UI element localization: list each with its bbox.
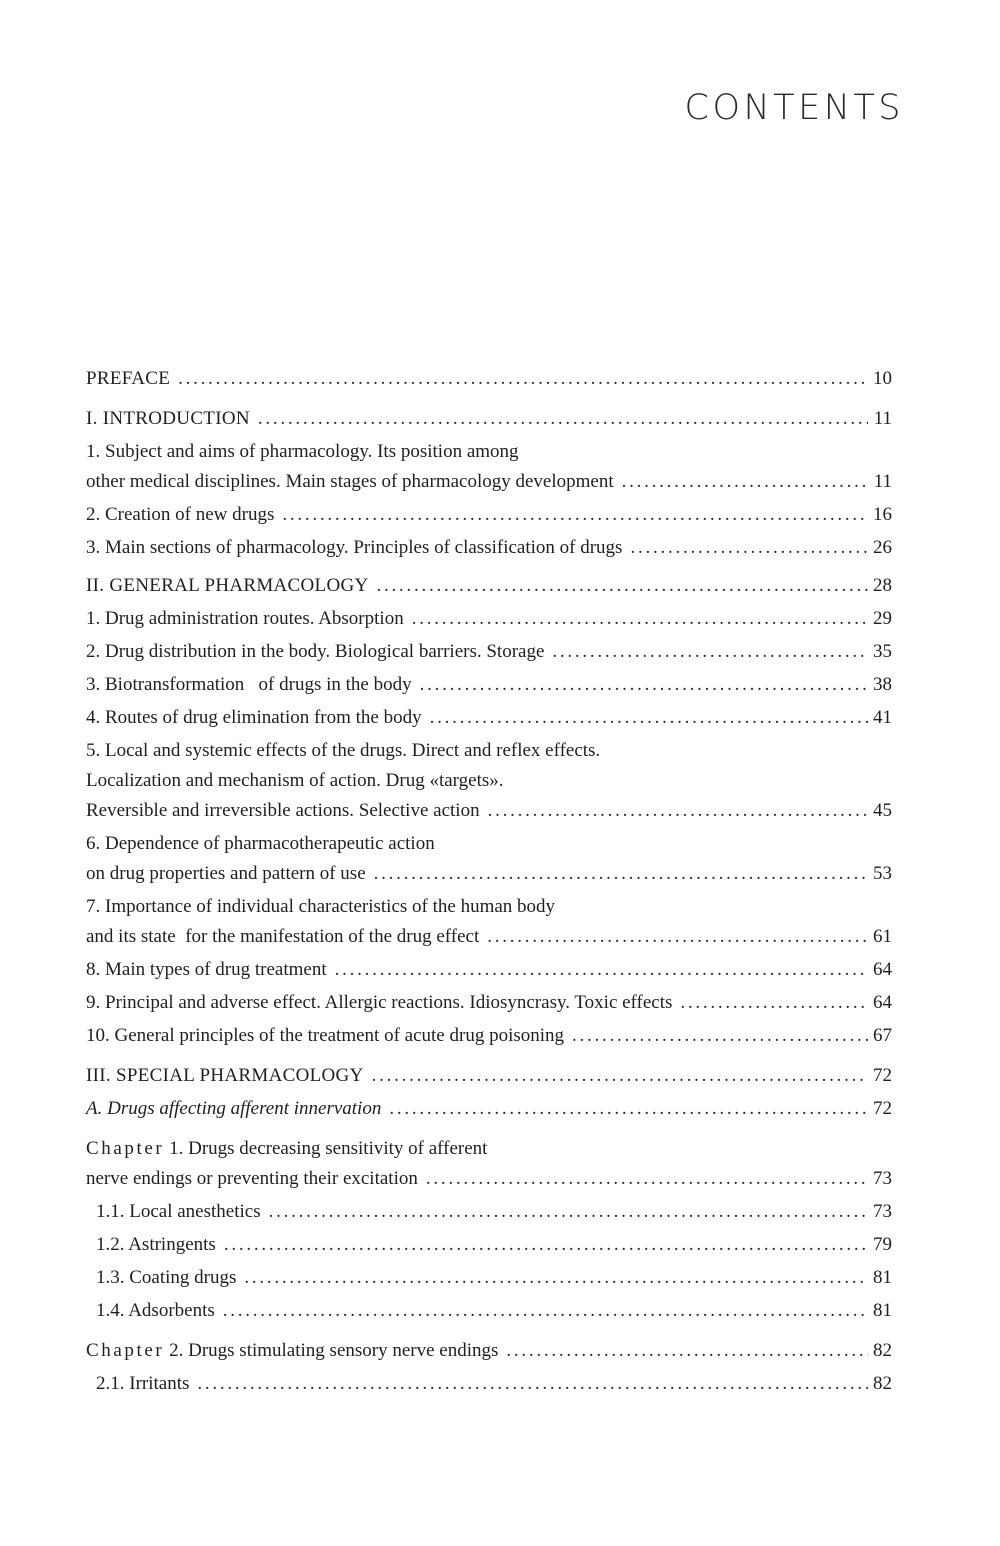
toc-title: PREFACE: [86, 368, 171, 389]
toc-title: II. GENERAL PHARMACOLOGY: [86, 575, 369, 596]
toc-entry-special-pharmacology[interactable]: [86, 1061, 892, 1091]
dot-leader: [487, 922, 868, 952]
toc-page-number: 26: [873, 537, 892, 558]
toc-page-number: 28: [873, 575, 892, 596]
dot-leader: [552, 637, 868, 667]
dot-leader: [412, 604, 868, 634]
toc-title: 4. Routes of drug elimination from the body: [86, 707, 422, 728]
toc-title: 2. Creation of new drugs: [86, 504, 275, 525]
toc-entry-gen-3[interactable]: [86, 670, 892, 700]
toc-title: I. INTRODUCTION: [86, 408, 250, 429]
toc-title: 3. Main sections of pharmacology. Principles of classification of drugs: [86, 537, 623, 558]
dot-leader: [572, 1021, 868, 1051]
dot-leader: [488, 796, 868, 826]
toc-page-number: 16: [873, 504, 892, 525]
toc-title: III. SPECIAL PHARMACOLOGY: [86, 1065, 364, 1086]
toc-page-number: 79: [873, 1234, 892, 1255]
dot-leader: [178, 364, 868, 394]
toc-title: 1.2. Astringents: [96, 1234, 216, 1255]
toc-entry-gen-7[interactable]: [86, 892, 892, 952]
toc-entry-gen-10[interactable]: [86, 1021, 892, 1051]
toc-title-line: 5. Local and systemic effects of the drugs. Direct and reflex effects.: [86, 740, 601, 761]
dot-leader: [630, 533, 868, 563]
page-title: CONTENTS: [684, 88, 904, 128]
toc-page-number: 72: [873, 1098, 892, 1119]
toc-title-line: and its state for the manifestation of the drug effect: [86, 926, 480, 947]
toc-page-number: 38: [873, 674, 892, 695]
toc-title: 1.4. Adsorbents: [96, 1300, 215, 1321]
dot-leader: [680, 988, 868, 1018]
toc-title: 10. General principles of the treatment of acute drug poisoning: [86, 1025, 565, 1046]
toc-entry-gen-2[interactable]: [86, 637, 892, 667]
toc-entry-ch1-4[interactable]: [86, 1296, 892, 1326]
toc-page-number: 45: [873, 800, 892, 821]
toc-title-line: nerve endings or preventing their excitation: [86, 1168, 418, 1189]
dot-leader: [282, 500, 868, 530]
dot-leader: [389, 1094, 868, 1124]
toc-entry-ch1-2[interactable]: [86, 1230, 892, 1260]
toc-entry-intro-3[interactable]: [86, 533, 892, 563]
toc-title: 1.1. Local anesthetics: [96, 1201, 261, 1222]
toc-title-line: 1. Subject and aims of pharmacology. Its position among: [86, 441, 519, 462]
toc-page-number: 10: [873, 368, 892, 389]
dot-leader: [258, 404, 868, 434]
toc-title: 2. Drug distribution in the body. Biological barriers. Storage: [86, 641, 545, 662]
dot-leader: [335, 955, 868, 985]
toc-entry-section-a[interactable]: [86, 1094, 892, 1124]
toc-title-line: on drug properties and pattern of use: [86, 863, 366, 884]
chapter-label: Chapter: [86, 1340, 165, 1361]
toc-entry-general-pharmacology[interactable]: [86, 571, 892, 601]
toc-title: 3. Biotransformation of drugs in the body: [86, 674, 412, 695]
toc-entry-preface[interactable]: [86, 364, 892, 394]
toc-page-number: 82: [873, 1373, 892, 1394]
toc-page-number: 29: [873, 608, 892, 629]
toc-title: [86, 1336, 498, 1366]
toc-title-line: [86, 1134, 487, 1164]
dot-leader: [269, 1197, 868, 1227]
toc-page-number: 82: [873, 1340, 892, 1361]
dot-leader: [374, 859, 868, 889]
toc-page-number: 72: [873, 1065, 892, 1086]
toc-page-number: 67: [873, 1025, 892, 1046]
toc-page-number: 11: [873, 471, 892, 492]
dot-leader: [224, 1230, 868, 1260]
toc-entry-gen-1[interactable]: [86, 604, 892, 634]
toc-title-line: 7. Importance of individual characteristics of the human body: [86, 896, 556, 917]
toc-title: 2.1. Irritants: [96, 1373, 190, 1394]
toc-page-number: 73: [873, 1201, 892, 1222]
dot-leader: [372, 1061, 868, 1091]
toc-entry-introduction[interactable]: [86, 404, 892, 434]
toc-title-line: 6. Dependence of pharmacotherapeutic action: [86, 833, 435, 854]
dot-leader: [377, 571, 868, 601]
dot-leader: [244, 1263, 868, 1293]
dot-leader: [430, 703, 868, 733]
dot-leader: [506, 1336, 868, 1366]
toc-title: 1. Drug administration routes. Absorption: [86, 608, 404, 629]
toc-page-number: 35: [873, 641, 892, 662]
toc-entry-chapter-2[interactable]: [86, 1336, 892, 1366]
toc-page-number: 64: [873, 992, 892, 1013]
toc-page-number: 73: [873, 1168, 892, 1189]
toc-page-number: 81: [873, 1267, 892, 1288]
toc-title-line: Reversible and irreversible actions. Selective action: [86, 800, 480, 821]
toc-page-number: 81: [873, 1300, 892, 1321]
toc-entry-intro-1[interactable]: [86, 437, 892, 497]
toc-entry-gen-9[interactable]: [86, 988, 892, 1018]
toc-entry-intro-2[interactable]: [86, 500, 892, 530]
toc-title-line: Localization and mechanism of action. Drug «targets».: [86, 770, 504, 791]
toc-entry-ch2-1[interactable]: [86, 1369, 892, 1399]
toc-page-number: 11: [873, 408, 892, 429]
toc-entry-gen-4[interactable]: [86, 703, 892, 733]
toc-page-number: 41: [873, 707, 892, 728]
toc-entry-gen-5[interactable]: [86, 736, 892, 826]
dot-leader: [622, 467, 868, 497]
toc-title: A. Drugs affecting afferent innervation: [86, 1098, 382, 1119]
dot-leader: [197, 1369, 868, 1399]
toc-entry-gen-8[interactable]: [86, 955, 892, 985]
toc-entry-chapter-1[interactable]: [86, 1134, 892, 1194]
toc-entry-ch1-3[interactable]: [86, 1263, 892, 1293]
toc-page-number: 64: [873, 959, 892, 980]
chapter-title: 1. Drugs decreasing sensitivity of afferent: [169, 1138, 488, 1159]
toc-entry-gen-6[interactable]: [86, 829, 892, 889]
dot-leader: [223, 1296, 868, 1326]
chapter-label: Chapter: [86, 1138, 165, 1159]
toc-title: 1.3. Coating drugs: [96, 1267, 237, 1288]
chapter-title: 2. Drugs stimulating sensory nerve endings: [169, 1340, 499, 1361]
toc-title: 8. Main types of drug treatment: [86, 959, 327, 980]
toc-title: 9. Principal and adverse effect. Allergic reactions. Idiosyncrasy. Toxic effects: [86, 992, 673, 1013]
toc-page-number: 61: [873, 926, 892, 947]
dot-leader: [420, 670, 868, 700]
table-of-contents: [86, 364, 892, 1399]
toc-entry-ch1-1[interactable]: [86, 1197, 892, 1227]
toc-title-line: other medical disciplines. Main stages of pharmacology development: [86, 471, 614, 492]
dot-leader: [426, 1164, 868, 1194]
toc-page-number: 53: [873, 863, 892, 884]
